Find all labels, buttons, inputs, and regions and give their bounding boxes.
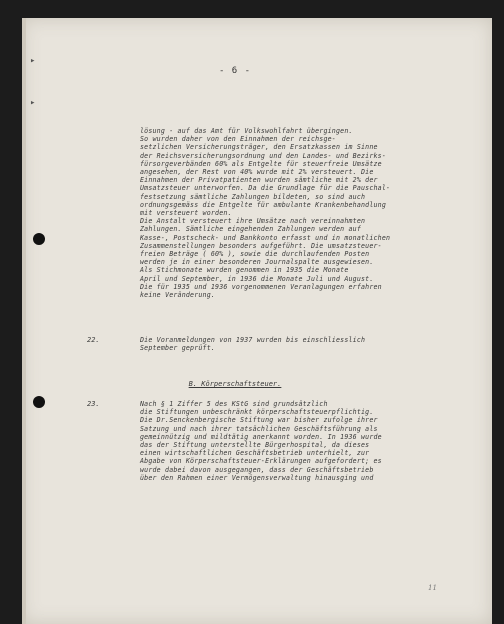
- section-number-22: 22.: [87, 336, 100, 344]
- margin-mark: ▸: [30, 56, 36, 66]
- text-line: Abgabe von Körperschaftsteuer-Erklärungen aufgefordert; es: [140, 457, 382, 466]
- heading-text: B. Körperschaftsteuer.: [188, 380, 282, 388]
- page-edge: [22, 18, 26, 624]
- text-line: einen wirtschaftlichen Geschäftsbetrieb unterhielt, zur: [140, 449, 370, 458]
- text-line: die Stiftungen unbeschränkt körperschaftsteuerpflichtig.: [140, 408, 374, 417]
- punch-hole-icon: [33, 396, 45, 408]
- punch-hole-icon: [33, 233, 45, 245]
- text-line: setzlichen Versicherungsträger, den Ersatzkassen im Sinne: [140, 143, 378, 152]
- text-line: Zahlungen. Sämtliche eingehenden Zahlungen werden auf: [140, 225, 361, 234]
- text-line: Die Voranmeldungen von 1937 wurden bis einschliesslich: [140, 336, 366, 344]
- text-line: festsetzung sämtliche Zahlungen bildeten, so sind auch: [140, 192, 366, 201]
- text-line: September geprüft.: [140, 344, 216, 353]
- margin-mark: ▸: [30, 98, 36, 108]
- paragraph-section-22: [140, 336, 470, 352]
- text-line: So wurden daher von den Einnahmen der reichsge-: [140, 135, 336, 144]
- text-line: fürsorgeverbänden 60% als Entgelte für steuerfreie Umsätze: [140, 159, 382, 168]
- text-line: Als Stichmonate wurden genommen in 1935 die Monate: [140, 266, 349, 275]
- text-line: lösung - auf das Amt für Volkswohlfahrt übergingen.: [140, 127, 353, 135]
- text-line: Die für 1935 und 1936 vorgenommenen Veranlagungen erfahren: [140, 282, 382, 291]
- text-line: Nach § 1 Ziffer 5 des KStG sind grundsätzlich: [140, 400, 328, 408]
- section-heading: [0, 380, 470, 388]
- text-line: Zusammenstellungen besonders aufgeführt. Die umsatzsteuer-: [140, 241, 382, 250]
- text-line: Umsatzsteuer unterworfen. Da die Grundlage für die Pauschal-: [140, 184, 391, 193]
- text-line: der Reichsversicherungsordnung und den Landes- und Bezirks-: [140, 151, 387, 160]
- text-line: Kasse-, Postscheck- und Bankkonto erfasst und in monatlichen: [140, 233, 391, 242]
- text-line: Einnahmen der Privatpatienten wurden sämtliche mit 2% der: [140, 176, 378, 185]
- text-line: über den Rahmen einer Vermögensverwaltung hinausging und: [140, 473, 374, 482]
- handwritten-mark: 11: [428, 584, 437, 592]
- text-line: Satzung und nach ihrer tatsächlichen Geschäftsführung als: [140, 424, 378, 433]
- text-line: Die Dr.Senckenbergische Stiftung war bisher zufolge ihrer: [140, 416, 378, 425]
- paragraph-block-1: [140, 127, 470, 299]
- page-number: - 6 -: [218, 66, 252, 76]
- text-line: wurde dabei davon ausgegangen, dass der Geschäftsbetrieb: [140, 465, 374, 474]
- text-line: angesehen, der Rest von 40% wurde mit 2% versteuert. Die: [140, 168, 374, 177]
- text-line: freien Beträge ( 60% ), sowie die durchlaufenden Posten: [140, 250, 370, 259]
- text-line: Die Anstalt versteuert ihre Umsätze nach vereinnahmten: [140, 217, 366, 226]
- text-line: keine Veränderung.: [140, 291, 216, 300]
- paragraph-section-23: [140, 400, 470, 482]
- document-page: [22, 18, 492, 624]
- text-line: gemeinnützig und mildtätig anerkannt worden. In 1936 wurde: [140, 432, 382, 441]
- text-line: mit versteuert worden.: [140, 209, 232, 218]
- text-line: April und September, in 1936 die Monate Juli und August.: [140, 274, 374, 283]
- text-line: werden je in einer besonderen Journalspalte ausgewiesen.: [140, 258, 374, 267]
- text-line: ordnungsgemäss die Entgelte für ambulante Krankenbehandlung: [140, 200, 387, 209]
- section-number-23: 23.: [87, 400, 100, 408]
- text-line: das der Stiftung unterstellte Bürgerhospital, da dieses: [140, 441, 370, 450]
